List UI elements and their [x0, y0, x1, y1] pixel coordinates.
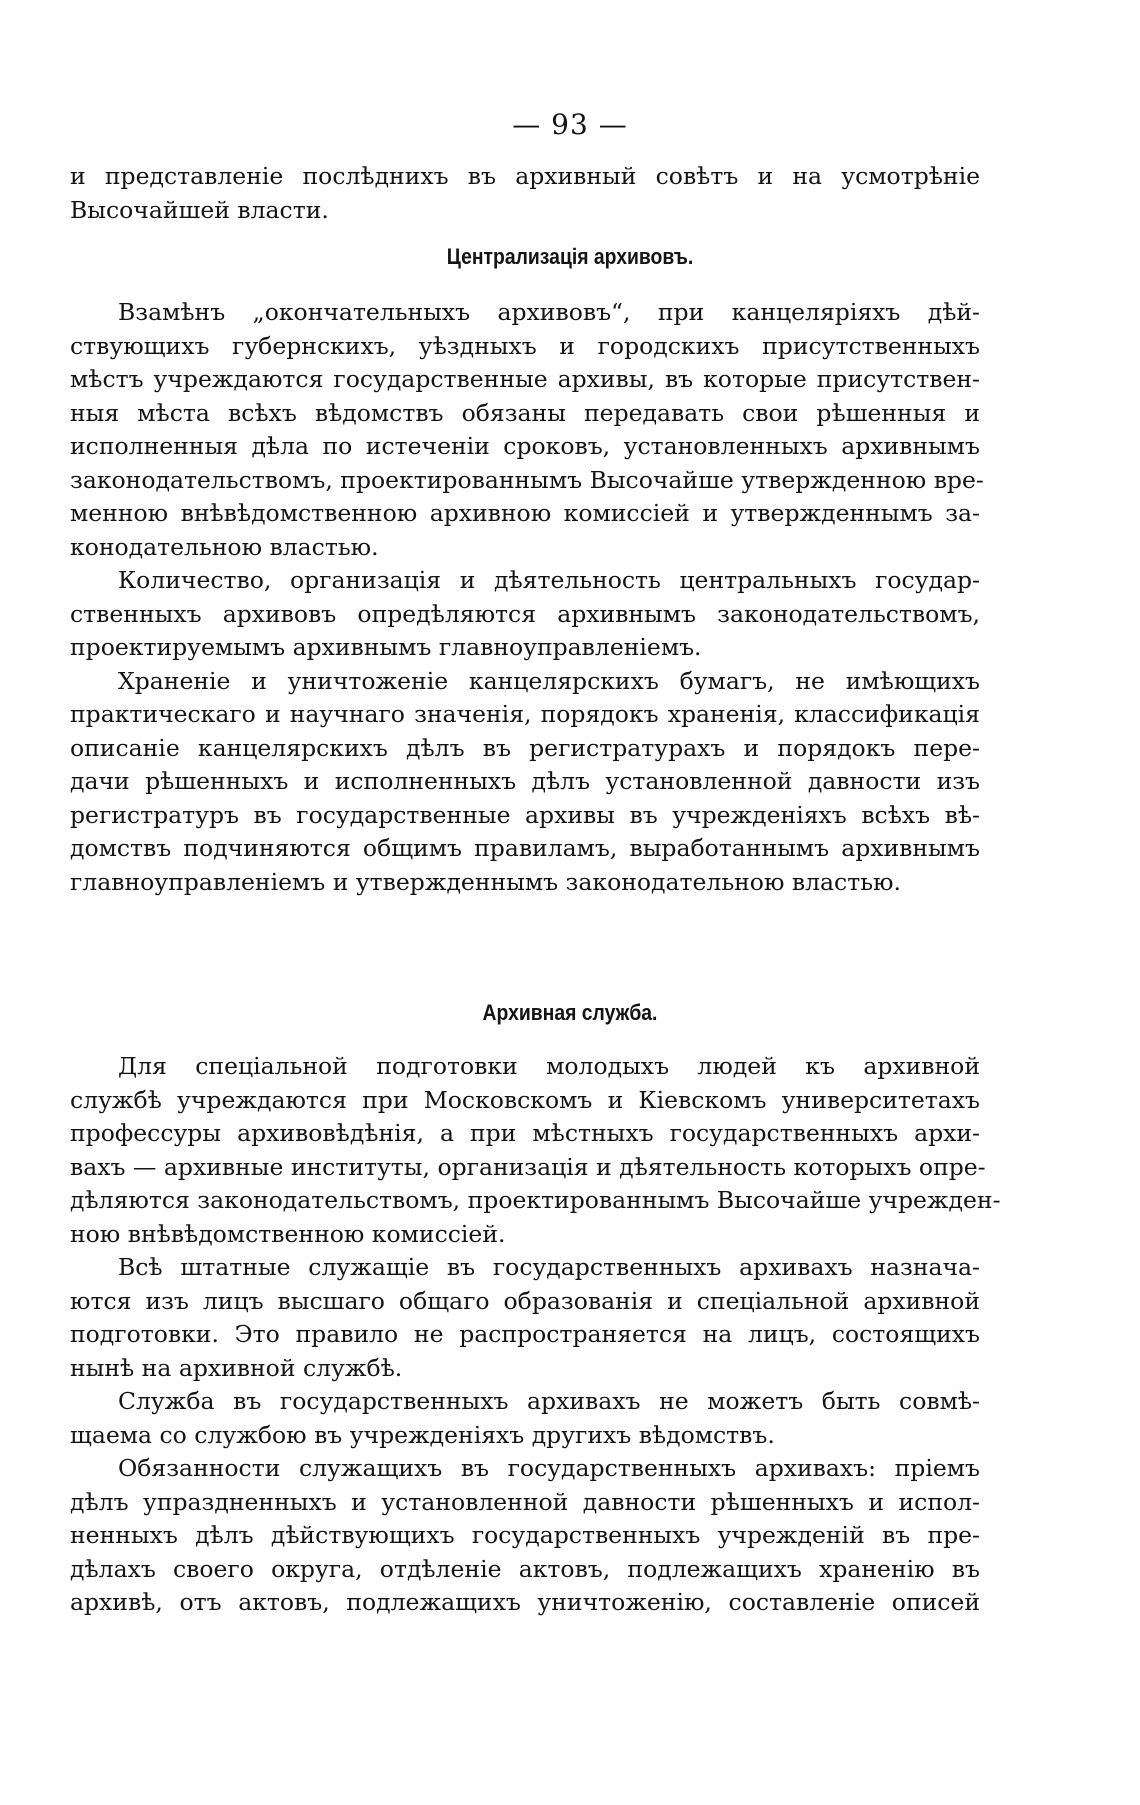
text-line: главноуправленіемъ и утвержденнымъ законодательною властью.	[70, 867, 901, 896]
text-line: Для спеціальной подготовки молодыхъ людей къ архивной	[118, 1052, 980, 1080]
text-line: службѣ учреждаются при Московскомъ и Кіевскомъ университетахъ	[70, 1085, 980, 1114]
text-line: регистратуръ въ государственные архивы въ учрежденіяхъ всѣхъ вѣ-	[70, 800, 980, 829]
section1-body	[70, 296, 984, 899]
text-line: описаніе канцелярскихъ дѣлъ въ регистратурахъ и порядокъ пере-	[70, 733, 980, 762]
text-line: ненныхъ дѣлъ дѣйствующихъ государственныхъ учрежденій въ пре-	[70, 1521, 980, 1549]
text-line: профессуры архивовѣдѣнія, а при мѣстныхъ государственныхъ архи-	[70, 1119, 980, 1147]
section-heading-archive-service: Архивная служба.	[482, 1000, 658, 1025]
text-line: Служба въ государственныхъ архивахъ не можетъ быть совмѣ-	[118, 1387, 980, 1415]
text-line: Храненіе и уничтоженіе канцелярскихъ бумагъ, не имѣющихъ	[118, 666, 980, 695]
text-line: ствующихъ губернскихъ, уѣздныхъ и городскихъ присутственныхъ	[70, 331, 980, 360]
text-line: Взамѣнъ „окончательныхъ архивовъ“, при канцеляріяхъ дѣй-	[118, 298, 980, 326]
text-line: Высочайшей власти.	[70, 195, 329, 224]
text-line: домствъ подчиняются общимъ правиламъ, выработаннымъ архивнымъ	[70, 834, 980, 862]
text-line: проектируемымъ архивнымъ главноуправленіемъ.	[70, 633, 702, 661]
text-line: исполненныя дѣла по истеченіи сроковъ, установленныхъ архивнымъ	[70, 432, 980, 460]
text-line: Обязанности служащихъ въ государственныхъ архивахъ: пріемъ	[118, 1454, 980, 1482]
text-line: ются изъ лицъ высшаго общаго образованія и спеціальной архивной	[70, 1286, 980, 1315]
text-line: дѣляются законодательствомъ, проектированнымъ Высочайше учрежден-	[70, 1186, 1001, 1214]
page-number: — 93 —	[512, 108, 628, 141]
text-line: нынѣ на архивной службѣ.	[70, 1353, 403, 1382]
text-line: дѣлъ упраздненныхъ и установленной давности рѣшенныхъ и испол-	[70, 1487, 980, 1516]
text-line: архивѣ, отъ актовъ, подлежащихъ уничтоженію, составленіе описей	[70, 1588, 980, 1616]
text-line: щаема со службою въ учрежденіяхъ другихъ вѣдомствъ.	[70, 1420, 775, 1449]
text-line: Количество, организація и дѣятельность центральныхъ государ-	[118, 566, 980, 594]
text-line: и представленіе послѣднихъ въ архивный совѣтъ и на усмотрѣніе	[70, 162, 980, 190]
text-line: ною внѣвѣдомственною комиссіей.	[70, 1219, 506, 1248]
text-line: законодательствомъ, проектированнымъ Высочайше утвержденною вре-	[70, 465, 984, 494]
section2-body	[70, 1050, 1001, 1620]
text-line: подготовки. Это правило не распространяется на лицъ, состоящихъ	[70, 1320, 980, 1348]
text-line: мѣстъ учреждаются государственные архивы, въ которые присутствен-	[70, 365, 980, 393]
text-line: менною внѣвѣдомственною архивною комиссіей и утвержденнымъ за-	[70, 499, 980, 527]
text-line: дѣлахъ своего округа, отдѣленіе актовъ, подлежащихъ храненію въ	[70, 1554, 980, 1583]
text-line: Всѣ штатные служащіе въ государственныхъ архивахъ назнача-	[118, 1253, 980, 1281]
text-line: практическаго и научнаго значенія, порядокъ храненія, классификація	[70, 700, 980, 728]
intro-paragraph	[70, 160, 980, 227]
text-line: вахъ — архивные институты, организація и дѣятельность которыхъ опре-	[70, 1152, 986, 1181]
section-heading-centralization: Централизація архивовъ.	[446, 244, 694, 269]
text-line: дачи рѣшенныхъ и исполненныхъ дѣлъ установленной давности изъ	[70, 767, 980, 795]
text-line: ныя мѣста всѣхъ вѣдомствъ обязаны передавать свои рѣшенныя и	[70, 398, 980, 427]
text-line: ственныхъ архивовъ опредѣляются архивнымъ законодательствомъ,	[70, 599, 980, 628]
text-line: конодательною властью.	[70, 532, 379, 561]
